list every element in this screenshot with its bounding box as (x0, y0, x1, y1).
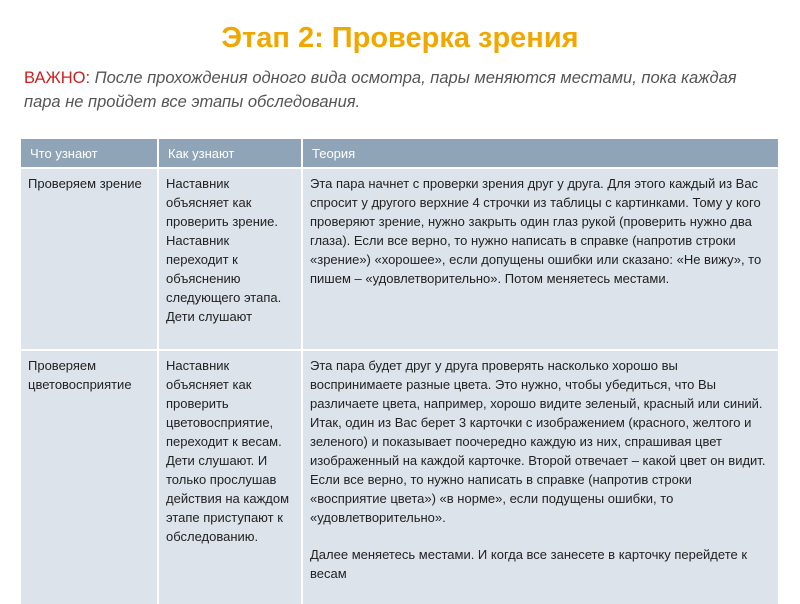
cell-theory (302, 350, 778, 604)
cell-what-text: Проверяем зрение (28, 176, 142, 191)
cell-how-text: Наставник объясняет как проверить цветовосприятие, переходит к весам. Дети слушают. И только прослушав действия на каждом этапе приступают к обследованию. (166, 358, 290, 544)
header-theory: Теория (302, 139, 778, 168)
page-title: Этап 2: Проверка зрения (221, 22, 579, 54)
table-row (21, 168, 778, 350)
cell-theory (302, 168, 778, 350)
header-what: Что узнают (21, 139, 158, 168)
table-row (21, 350, 778, 604)
cell-what (21, 168, 158, 350)
important-text: После прохождения одного вида осмотра, пары меняются местами, пока каждая пара не пройдет все этапы обследования. (24, 69, 737, 111)
cell-what (21, 350, 158, 604)
table-header-row (21, 139, 778, 168)
cell-theory-text: Эта пара будет друг у друга проверять насколько хорошо вы воспринимаете разные цвета. Это нужно, чтобы убедиться, что Вы различаете цвета, например, хорошо видите зеленый, красный или синий. Итак, один из Вас берет 3 карточки с изображением (красного, желтого и зеленого) и показывает поочередно каждую из них, спрашивая цвет изображенный на каждой карточке. Второй отвечает – какой цвет он видит. Если все верно, то нужно написать в справке (напротив строки «восприятие цвета») «в норме», если подущены ошибки, то «удовлетворительно». (310, 358, 766, 525)
important-colon: : (85, 69, 91, 87)
cell-theory-text: Эта пара начнет с проверки зрения друг у друга. Для этого каждый из Вас спросит у другого верхние 4 строчки из таблицы с картинками. Тому у кого проверяют зрение, нужно закрыть один глаз рукой (проверить нужно два глаза). Если все верно, то нужно написать в справке (напротив строки «зрение») «хорошее», если допущены ошибки или сказано: «Не вижу», то пишем – «удовлетворительно». Потом меняетесь местами. (310, 176, 762, 286)
stages-table (21, 139, 778, 604)
cell-how (158, 168, 302, 350)
cell-how-text: Наставник объясняет как проверить зрение. Наставник переходит к объяснению следующего этапа. Дети слушают (166, 176, 282, 324)
important-label: ВАЖНО (24, 69, 86, 87)
important-note (24, 66, 764, 114)
cell-theory-text-2: Далее меняетесь местами. И когда все занесете в карточку перейдете к весам (310, 547, 748, 581)
cell-how (158, 350, 302, 604)
cell-what-text: Проверяем цветовосприятие (28, 358, 132, 392)
header-how: Как узнают (158, 139, 302, 168)
